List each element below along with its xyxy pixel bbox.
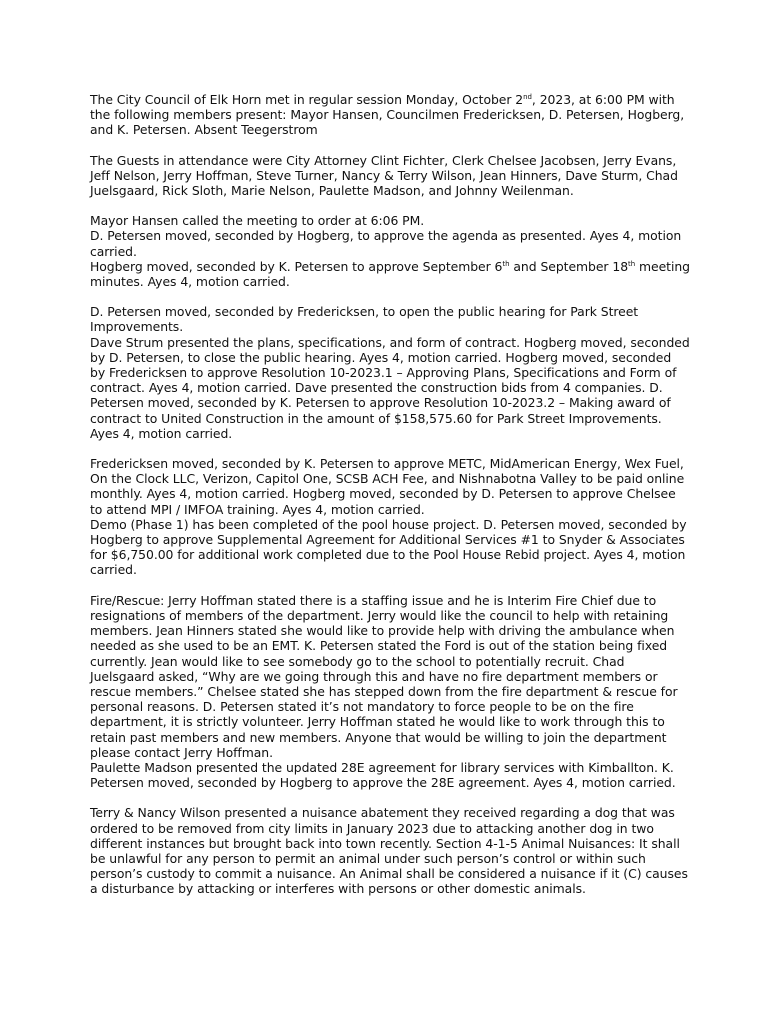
call-to-order-line: Mayor Hansen called the meeting to order at 6:06 PM. <box>90 213 425 229</box>
paragraph-guests: The Guests in attendance were City Attorney Clint Fichter, Clerk Chelsee Jacobsen, Jerry Evans, Jeff Nelson, Jerry Hoffman, Steve Turner, Nancy & Terry Wilson, Jean Hinners, Dave Sturm, Chad Juelsgaard, Rick Sloth, Marie Nelson, Paulette Madson, and Johnny Weilenman. <box>90 152 678 199</box>
online-payments-line: Fredericksen moved, seconded by K. Petersen to approve METC, MidAmerican Energy, Wex Fuel, On the Clock LLC, Verizon, Capitol One, SCSB ACH Fee, and Nishnabotna Valley to be paid online monthly. Ayes 4, motion carried. Hogberg moved, seconded by D. Petersen to approve Chelsee to attend MPI / IMFOA training. Ayes 4, motion carried. <box>90 456 685 517</box>
public-hearing-open-line: D. Petersen moved, seconded by Fredericksen, to open the public hearing for Park Street Improvements. <box>90 304 639 335</box>
minutes-approval-line <box>90 259 690 289</box>
paragraph-park-street <box>90 304 690 441</box>
pool-house-line: Demo (Phase 1) has been completed of the pool house project. D. Petersen moved, seconded by Hogberg to approve Supplemental Agreement for Additional Services #1 to Snyder & Associates for $6,750.00 for additional work completed due to the Pool House Rebid project. Ayes 4, motion carried. <box>90 516 687 578</box>
ordinal-suffix: th <box>628 259 636 268</box>
meeting-minutes-document <box>90 92 690 912</box>
minutes-text-a: Hogberg moved, seconded by K. Petersen to approve September 6 <box>90 258 503 274</box>
paragraph-fire-rescue <box>90 593 690 791</box>
agenda-approval-line: D. Petersen moved, seconded by Hogberg, to approve the agenda as presented. Ayes 4, motion carried. <box>90 228 682 259</box>
paragraph-session-attendance <box>90 92 690 138</box>
paragraph-payments-pool <box>90 456 690 578</box>
paragraph-call-to-order <box>90 213 690 289</box>
library-agreement-line: Paulette Madson presented the updated 28E agreement for library services with Kimballton. K. Petersen moved, seconded by Hogberg to approve the 28E agreement. Ayes 4, motion carried. <box>90 759 676 791</box>
ordinal-suffix: nd <box>523 93 532 101</box>
ordinal-suffix: th <box>502 259 510 268</box>
session-text-a: The City Council of Elk Horn met in regular session Monday, October 2 <box>90 92 524 107</box>
fire-rescue-discussion: Fire/Rescue: Jerry Hoffman stated there is a staffing issue and he is Interim Fire Chief due to resignations of members of the department. Jerry would like the council to help with retaining members. Jean Hinners stated she would like to provide help with driving the ambulance when needed as she used to be an EMT. K. Petersen stated the Ford is out of the station being fixed currently. Jean would like to see somebody go to the school to potentially recruit. Chad Juelsgaard asked, “Why are we going through this and have no fire department members or rescue members.” Chelsee stated she has stepped down from the fire department & rescue for personal reasons. D. Petersen stated it’s not mandatory to force people to be on the fire department, it is strictly volunteer. Jerry Hoffman stated he would like to work through this to retain past members and new members. Anyone that would be willing to join the department please contact Jerry Hoffman. <box>90 592 678 760</box>
session-text-b: , 2023, at 6:00 PM with the following members present: Mayor Hansen, Councilmen Fredericksen, D. Petersen, Hogberg, and K. Petersen. Absent Teegerstrom <box>90 92 685 138</box>
park-street-resolutions: Dave Strum presented the plans, specifications, and form of contract. Hogberg moved, seconded by D. Petersen, to close the public hearing. Ayes 4, motion carried. Hogberg moved, seconded by Fredericksen to approve Resolution 10-2023.1 – Approving Plans, Specifications and Form of contract. Ayes 4, motion carried. Dave presented the construction bids from 4 companies. D. Petersen moved, seconded by K. Petersen to approve Resolution 10-2023.2 – Making award of contract to United Construction in the amount of $158,575.60 for Park Street Improvements. Ayes 4, motion carried. <box>90 334 690 441</box>
paragraph-nuisance: Terry & Nancy Wilson presented a nuisance abatement they received regarding a dog that was ordered to be removed from city limits in January 2023 due to attacking another dog in two different instances but brought back into town recently. Section 4-1-5 Animal Nuisances: It shall be unlawful for any person to permit an animal under such person’s control or within such person’s custody to commit a nuisance. An Animal shall be considered a nuisance if it (C) causes a disturbance by attacking or interferes with persons or other domestic animals. <box>90 805 688 897</box>
minutes-text-c: meeting minutes. Ayes 4, motion carried. <box>90 258 690 290</box>
minutes-text-b: and September 18 <box>509 258 629 274</box>
